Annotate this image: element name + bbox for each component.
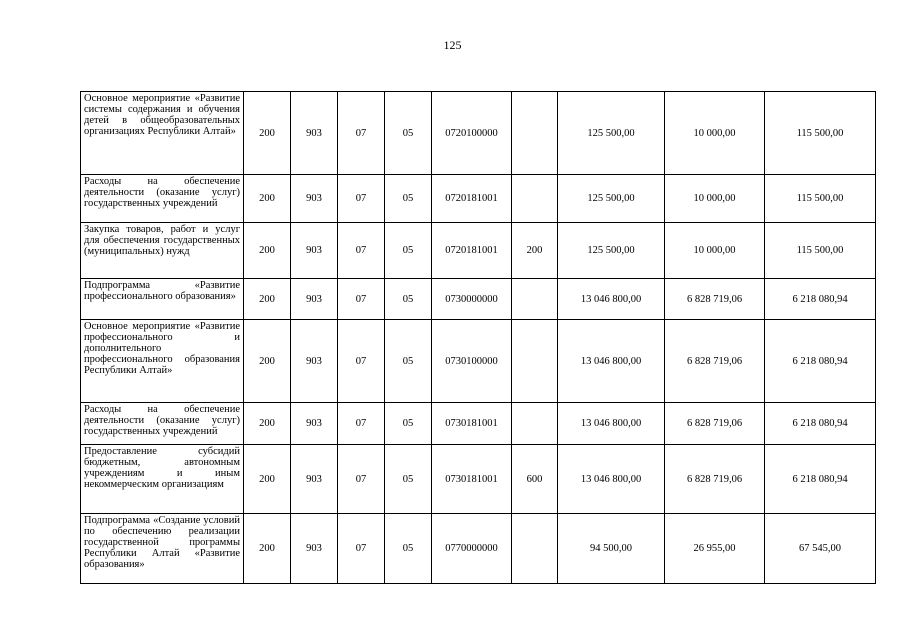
code-cell: 903 xyxy=(291,514,338,584)
ved-cell: 200 xyxy=(244,223,291,279)
ved-cell: 200 xyxy=(244,175,291,223)
csr-cell: 0730181001 xyxy=(432,403,512,445)
plan-cell: 125 500,00 xyxy=(558,175,665,223)
csr-cell: 0730181001 xyxy=(432,445,512,514)
code-cell: 903 xyxy=(291,445,338,514)
ved-cell: 200 xyxy=(244,279,291,320)
vr-cell xyxy=(512,403,558,445)
table-row xyxy=(81,320,876,403)
csr-cell: 0770000000 xyxy=(432,514,512,584)
fact-cell: 10 000,00 xyxy=(665,223,765,279)
row-name-cell xyxy=(81,223,244,279)
csr-cell: 0730000000 xyxy=(432,279,512,320)
vr-cell: 600 xyxy=(512,445,558,514)
code-cell: 903 xyxy=(291,175,338,223)
csr-cell: 0720100000 xyxy=(432,92,512,175)
podrazdel-cell: 05 xyxy=(385,445,432,514)
fact-cell: 10 000,00 xyxy=(665,175,765,223)
table-row xyxy=(81,445,876,514)
podrazdel-cell: 05 xyxy=(385,320,432,403)
csr-cell: 0720181001 xyxy=(432,175,512,223)
remain-cell: 115 500,00 xyxy=(765,92,876,175)
code-cell: 903 xyxy=(291,92,338,175)
podrazdel-cell: 05 xyxy=(385,175,432,223)
row-name-text: Расходы на обеспечение деятельности (оказание услуг) государственных учреждений xyxy=(84,176,240,209)
plan-cell: 94 500,00 xyxy=(558,514,665,584)
vr-cell xyxy=(512,320,558,403)
code-cell: 903 xyxy=(291,279,338,320)
plan-cell: 13 046 800,00 xyxy=(558,403,665,445)
razdel-cell: 07 xyxy=(338,445,385,514)
row-name-text: Основное мероприятие «Развитие системы содержания и обучения детей в общеобразовательных организациях Республики Алтай» xyxy=(84,93,240,137)
row-name-text: Подпрограмма «Создание условий по обеспечению реализации государственной программы Республики Алтай «Развитие образования» xyxy=(84,515,240,570)
csr-cell: 0730100000 xyxy=(432,320,512,403)
plan-cell: 13 046 800,00 xyxy=(558,279,665,320)
row-name-text: Подпрограмма «Развитие профессионального образования» xyxy=(84,280,240,302)
fact-cell: 6 828 719,06 xyxy=(665,403,765,445)
table-row xyxy=(81,223,876,279)
table-row xyxy=(81,279,876,320)
plan-cell: 125 500,00 xyxy=(558,92,665,175)
razdel-cell: 07 xyxy=(338,514,385,584)
table-row xyxy=(81,403,876,445)
row-name-cell xyxy=(81,279,244,320)
razdel-cell: 07 xyxy=(338,403,385,445)
podrazdel-cell: 05 xyxy=(385,223,432,279)
razdel-cell: 07 xyxy=(338,223,385,279)
fact-cell: 10 000,00 xyxy=(665,92,765,175)
remain-cell: 6 218 080,94 xyxy=(765,403,876,445)
plan-cell: 125 500,00 xyxy=(558,223,665,279)
podrazdel-cell: 05 xyxy=(385,514,432,584)
remain-cell: 6 218 080,94 xyxy=(765,279,876,320)
table-row xyxy=(81,514,876,584)
remain-cell: 67 545,00 xyxy=(765,514,876,584)
row-name-text: Закупка товаров, работ и услуг для обеспечения государственных (муниципальных) нужд xyxy=(84,224,240,257)
fact-cell: 26 955,00 xyxy=(665,514,765,584)
row-name-cell xyxy=(81,445,244,514)
vr-cell xyxy=(512,514,558,584)
ved-cell: 200 xyxy=(244,403,291,445)
fact-cell: 6 828 719,06 xyxy=(665,445,765,514)
code-cell: 903 xyxy=(291,320,338,403)
row-name-cell xyxy=(81,514,244,584)
code-cell: 903 xyxy=(291,223,338,279)
razdel-cell: 07 xyxy=(338,320,385,403)
remain-cell: 115 500,00 xyxy=(765,175,876,223)
row-name-text: Предоставление субсидий бюджетным, автономным учреждениям и иным некоммерческим организациям xyxy=(84,446,240,490)
code-cell: 903 xyxy=(291,403,338,445)
ved-cell: 200 xyxy=(244,92,291,175)
table-row xyxy=(81,175,876,223)
row-name-text: Основное мероприятие «Развитие профессионального и дополнительного профессионального образования Республики Алтай» xyxy=(84,321,240,376)
razdel-cell: 07 xyxy=(338,175,385,223)
row-name-cell xyxy=(81,92,244,175)
csr-cell: 0720181001 xyxy=(432,223,512,279)
remain-cell: 6 218 080,94 xyxy=(765,320,876,403)
row-name-cell xyxy=(81,175,244,223)
table-row xyxy=(81,92,876,175)
razdel-cell: 07 xyxy=(338,92,385,175)
ved-cell: 200 xyxy=(244,445,291,514)
plan-cell: 13 046 800,00 xyxy=(558,445,665,514)
remain-cell: 6 218 080,94 xyxy=(765,445,876,514)
vr-cell: 200 xyxy=(512,223,558,279)
row-name-cell xyxy=(81,320,244,403)
fact-cell: 6 828 719,06 xyxy=(665,279,765,320)
vr-cell xyxy=(512,175,558,223)
page-number: 125 xyxy=(443,38,462,52)
row-name-cell xyxy=(81,403,244,445)
ved-cell: 200 xyxy=(244,514,291,584)
vr-cell xyxy=(512,92,558,175)
razdel-cell: 07 xyxy=(338,279,385,320)
fact-cell: 6 828 719,06 xyxy=(665,320,765,403)
row-name-text: Расходы на обеспечение деятельности (оказание услуг) государственных учреждений xyxy=(84,404,240,437)
vr-cell xyxy=(512,279,558,320)
budget-table xyxy=(80,91,876,584)
remain-cell: 115 500,00 xyxy=(765,223,876,279)
plan-cell: 13 046 800,00 xyxy=(558,320,665,403)
ved-cell: 200 xyxy=(244,320,291,403)
podrazdel-cell: 05 xyxy=(385,92,432,175)
podrazdel-cell: 05 xyxy=(385,279,432,320)
podrazdel-cell: 05 xyxy=(385,403,432,445)
